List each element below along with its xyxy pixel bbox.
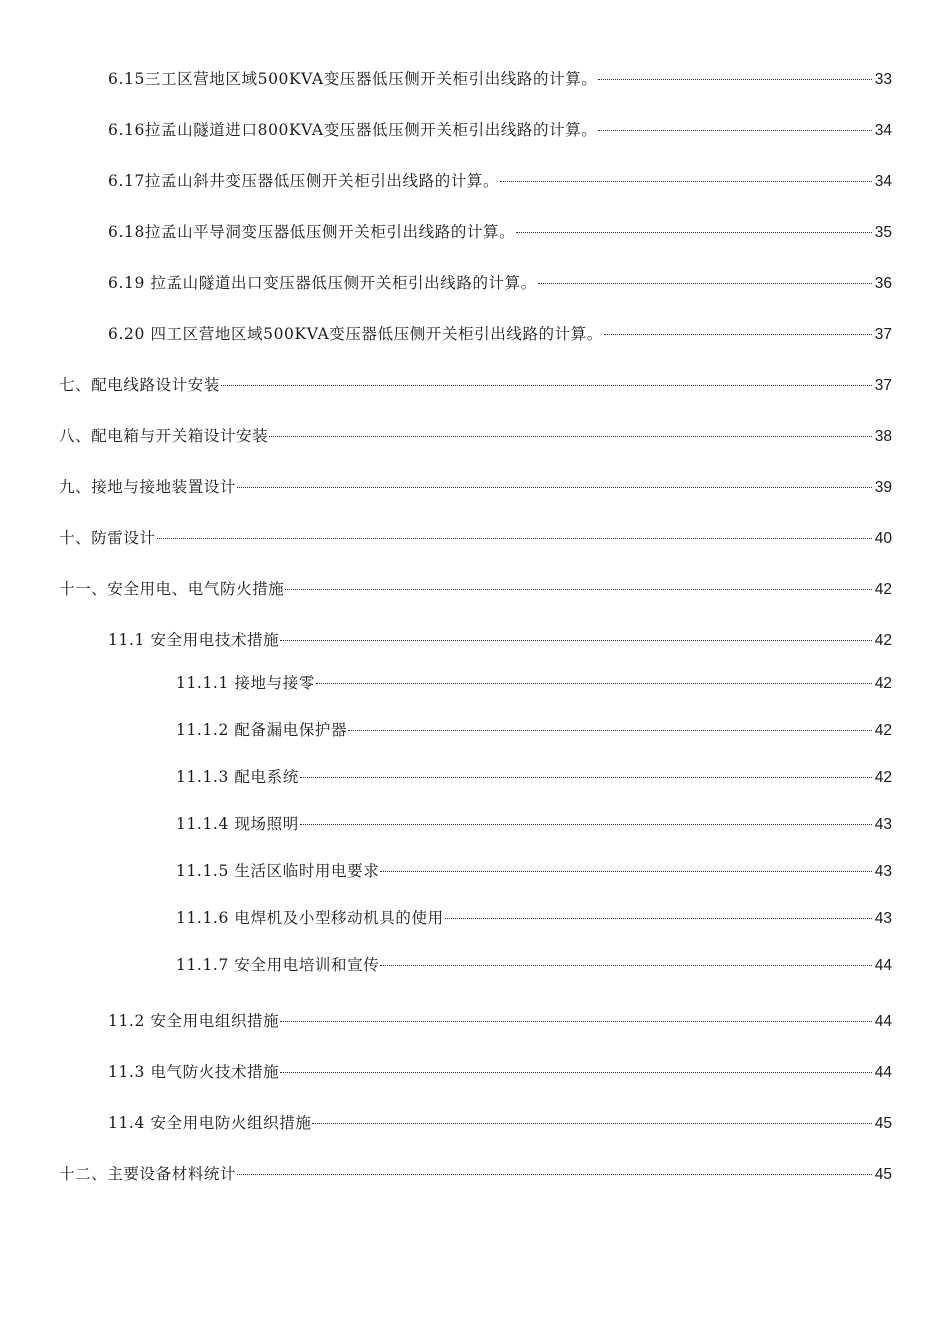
dot-leader [316, 683, 872, 684]
dot-leader [516, 232, 872, 233]
toc-page-number: 43 [874, 816, 892, 833]
toc-entry-section-11[interactable] [59, 578, 892, 600]
toc-entry-label: 11.1.3 配电系统 [176, 768, 299, 786]
dot-leader [157, 538, 872, 539]
dot-leader [280, 1021, 872, 1022]
toc-entry-label: 十二、主要设备材料统计 [59, 1165, 237, 1183]
dot-leader [538, 283, 872, 284]
toc-entry-section-7[interactable] [59, 374, 892, 396]
toc-page-number: 35 [874, 224, 892, 241]
dot-leader [280, 1072, 872, 1073]
toc-entry-6-20[interactable] [108, 323, 892, 345]
toc-entry-label: 11.1.4 现场照明 [176, 815, 299, 833]
dot-leader [598, 79, 871, 80]
toc-page-number: 42 [874, 722, 892, 739]
toc-entry-11-1-5[interactable] [176, 860, 892, 882]
dot-leader [500, 181, 872, 182]
toc-entry-label: 11.1.6 电焊机及小型移动机具的使用 [176, 909, 444, 927]
dot-leader [445, 918, 872, 919]
dot-leader [237, 1174, 872, 1175]
toc-page-number: 44 [874, 957, 892, 974]
toc-entry-11-1-3[interactable] [176, 766, 892, 788]
toc-entry-label: 九、接地与接地装置设计 [59, 478, 237, 496]
toc-entry-11-1-4[interactable] [176, 813, 892, 835]
toc-entry-label: 6.19 拉孟山隧道出口变压器低压侧开关柜引出线路的计算。 [108, 274, 537, 292]
toc-page-number: 37 [874, 377, 892, 394]
dot-leader [269, 436, 871, 437]
toc-entry-label: 6.17拉孟山斜井变压器低压侧开关柜引出线路的计算。 [108, 172, 500, 190]
toc-entry-section-10[interactable] [59, 527, 892, 549]
toc-entry-label: 11.1.2 配备漏电保护器 [176, 721, 348, 739]
toc-entry-6-15[interactable] [108, 68, 892, 90]
toc-page-number: 38 [874, 428, 892, 445]
toc-entry-6-16[interactable] [108, 119, 892, 141]
dot-leader [380, 965, 871, 966]
toc-entry-11-1-7[interactable] [176, 954, 892, 976]
toc-entry-label: 11.1 安全用电技术措施 [108, 631, 280, 649]
toc-entry-11-1-6[interactable] [176, 907, 892, 929]
toc-entry-11-1[interactable] [108, 629, 892, 651]
toc-page-number: 33 [874, 71, 892, 88]
dot-leader [280, 640, 872, 641]
dot-leader [312, 1123, 871, 1124]
dot-leader [604, 334, 872, 335]
toc-entry-11-1-2[interactable] [176, 719, 892, 741]
toc-entry-section-12[interactable] [59, 1163, 892, 1185]
dot-leader [348, 730, 872, 731]
toc-page-number: 43 [874, 863, 892, 880]
toc-page-number: 34 [874, 122, 892, 139]
toc-entry-label: 11.2 安全用电组织措施 [108, 1012, 280, 1030]
dot-leader [300, 777, 872, 778]
toc-entry-label: 6.20 四工区营地区域500KVA变压器低压侧开关柜引出线路的计算。 [108, 325, 603, 343]
toc-entry-section-9[interactable] [59, 476, 892, 498]
dot-leader [300, 824, 872, 825]
toc-entry-11-3[interactable] [108, 1061, 892, 1083]
toc-page-number: 42 [874, 581, 892, 598]
toc-entry-label: 6.18拉孟山平导洞变压器低压侧开关柜引出线路的计算。 [108, 223, 516, 241]
toc-page-number: 36 [874, 275, 892, 292]
toc-page-number: 43 [874, 910, 892, 927]
toc-page-number: 42 [874, 769, 892, 786]
toc-entry-6-19[interactable] [108, 272, 892, 294]
toc-entry-label: 6.16拉孟山隧道进口800KVA变压器低压侧开关柜引出线路的计算。 [108, 121, 598, 139]
dot-leader [285, 589, 871, 590]
toc-page-number: 42 [874, 675, 892, 692]
toc-entry-label: 11.1.1 接地与接零 [176, 674, 315, 692]
toc-entry-11-4[interactable] [108, 1112, 892, 1134]
toc-entry-label: 十、防雷设计 [59, 529, 156, 547]
toc-entry-6-18[interactable] [108, 221, 892, 243]
dot-leader [598, 130, 871, 131]
toc-page-number: 42 [874, 632, 892, 649]
toc-entry-section-8[interactable] [59, 425, 892, 447]
toc-entry-11-2[interactable] [108, 1010, 892, 1032]
toc-entry-6-17[interactable] [108, 170, 892, 192]
toc-entry-label: 11.1.7 安全用电培训和宣传 [176, 956, 380, 974]
toc-entry-11-1-1[interactable] [176, 672, 892, 694]
toc-page-number: 45 [874, 1115, 892, 1132]
dot-leader [221, 385, 872, 386]
toc-entry-label: 11.3 电气防火技术措施 [108, 1063, 280, 1081]
toc-page-number: 37 [874, 326, 892, 343]
toc-page-number: 34 [874, 173, 892, 190]
toc-page-number: 40 [874, 530, 892, 547]
toc-entry-label: 11.1.5 生活区临时用电要求 [176, 862, 380, 880]
toc-page-number: 44 [874, 1013, 892, 1030]
toc-page-number: 39 [874, 479, 892, 496]
toc-entry-label: 八、配电箱与开关箱设计安装 [59, 427, 269, 445]
dot-leader [380, 871, 871, 872]
toc-entry-label: 七、配电线路设计安装 [59, 376, 221, 394]
dot-leader [237, 487, 872, 488]
toc-page-number: 44 [874, 1064, 892, 1081]
toc-page-number: 45 [874, 1166, 892, 1183]
toc-entry-label: 十一、安全用电、电气防火措施 [59, 580, 285, 598]
toc-entry-label: 11.4 安全用电防火组织措施 [108, 1114, 312, 1132]
toc-entry-label: 6.15三工区营地区域500KVA变压器低压侧开关柜引出线路的计算。 [108, 70, 598, 88]
